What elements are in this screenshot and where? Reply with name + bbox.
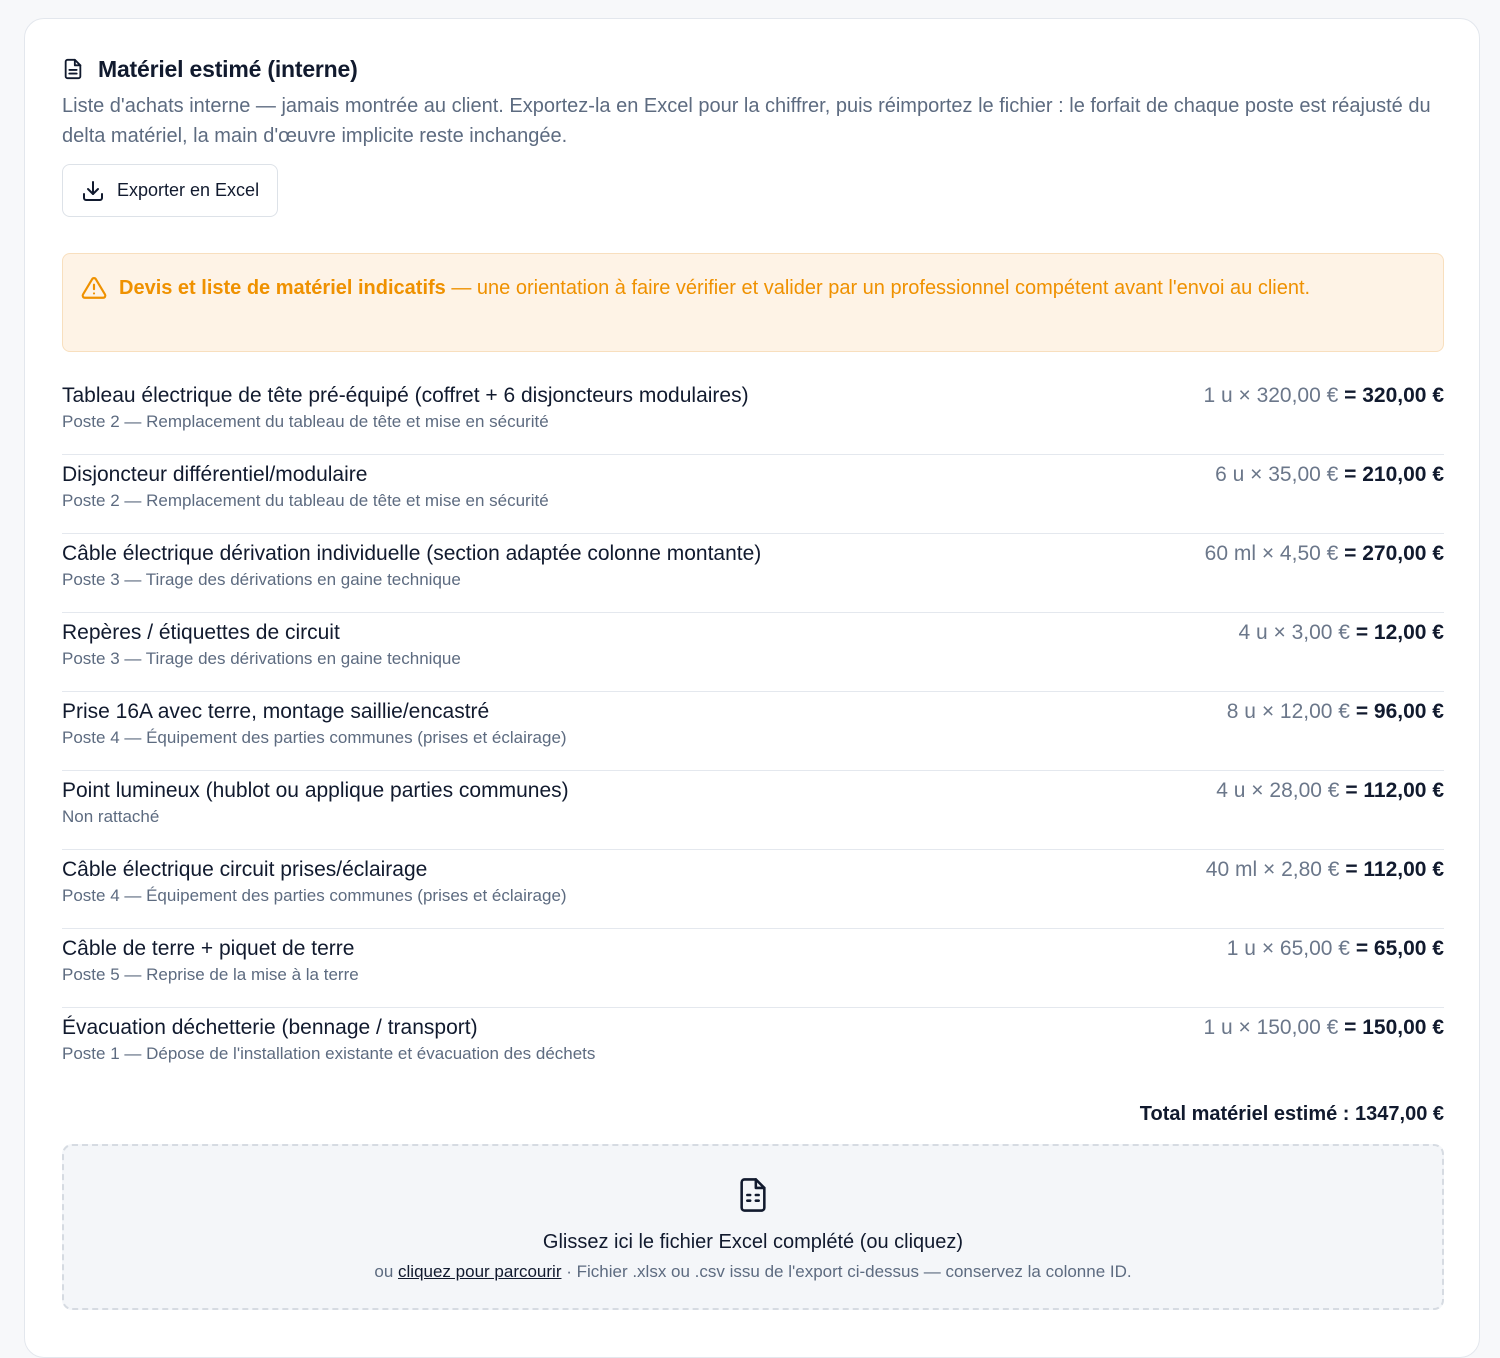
item-total: = 65,00 € — [1355, 937, 1444, 960]
item-name: Disjoncteur différentiel/modulaire — [62, 463, 368, 486]
item-price — [1238, 620, 1444, 691]
material-list — [62, 376, 1444, 1087]
item-calc: 4 u × 3,00 € — [1238, 621, 1356, 644]
list-item — [62, 692, 1444, 771]
material-card — [24, 18, 1480, 1358]
warning-triangle-icon — [81, 275, 107, 301]
list-item — [62, 850, 1444, 929]
item-name: Point lumineux (hublot ou applique parties communes) — [62, 779, 569, 802]
item-name: Câble électrique dérivation individuelle (section adaptée colonne montante) — [62, 542, 762, 565]
browse-link[interactable]: cliquez pour parcourir — [398, 1262, 562, 1281]
section-header — [62, 55, 1443, 83]
list-item — [62, 376, 1444, 455]
item-calc: 1 u × 150,00 € — [1203, 1016, 1345, 1039]
item-total: = 320,00 € — [1344, 384, 1444, 407]
item-calc: 1 u × 65,00 € — [1226, 937, 1356, 960]
list-item — [62, 1008, 1444, 1087]
section-title: Matériel estimé (interne) — [98, 55, 358, 82]
item-calc: 6 u × 35,00 € — [1215, 463, 1345, 486]
export-button-label: Exporter en Excel — [117, 180, 260, 200]
list-item — [62, 771, 1444, 850]
item-poste: Poste 3 — Tirage des dérivations en gaine technique — [62, 570, 461, 589]
item-name: Prise 16A avec terre, montage saillie/encastré — [62, 700, 490, 723]
warning-text — [119, 273, 1409, 351]
item-total: = 270,00 € — [1344, 542, 1444, 565]
dropzone-suffix: · Fichier .xlsx ou .csv issu de l'export ci-dessus — conservez la colonne ID. — [561, 1262, 1132, 1281]
item-poste: Poste 2 — Remplacement du tableau de tête et mise en sécurité — [62, 491, 549, 510]
item-name: Tableau électrique de tête pré-équipé (coffret + 6 disjoncteurs modulaires) — [62, 384, 749, 407]
item-calc: 40 ml × 2,80 € — [1205, 858, 1346, 881]
dropzone-subtitle — [64, 1262, 1442, 1282]
warning-banner — [62, 253, 1444, 352]
item-price — [1216, 778, 1444, 849]
item-price — [1215, 462, 1444, 533]
download-icon — [81, 179, 105, 203]
item-price — [1227, 699, 1444, 770]
item-poste: Poste 2 — Remplacement du tableau de tête et mise en sécurité — [62, 412, 549, 431]
item-poste: Poste 4 — Équipement des parties communes (prises et éclairage) — [62, 886, 567, 905]
item-total: = 96,00 € — [1355, 700, 1444, 723]
item-calc: 8 u × 12,00 € — [1226, 700, 1356, 723]
list-item — [62, 929, 1444, 1008]
item-total: = 210,00 € — [1344, 463, 1444, 486]
item-poste: Poste 1 — Dépose de l'installation existante et évacuation des déchets — [62, 1044, 596, 1063]
export-excel-button[interactable] — [62, 164, 278, 217]
dropzone-prefix: ou — [374, 1262, 399, 1281]
item-name: Évacuation déchetterie (bennage / transport) — [62, 1016, 478, 1039]
item-total: = 112,00 € — [1345, 779, 1444, 802]
warning-rest: — une orientation à faire vérifier et valider par un professionnel compétent avant l'envoi au client. — [445, 277, 1311, 299]
list-item — [62, 613, 1444, 692]
list-item — [62, 455, 1444, 534]
item-price — [1203, 1015, 1444, 1087]
item-name: Câble électrique circuit prises/éclairage — [62, 858, 428, 881]
item-price — [1206, 857, 1444, 928]
document-list-icon — [62, 58, 84, 80]
item-total: = 112,00 € — [1345, 858, 1444, 881]
item-poste: Poste 5 — Reprise de la mise à la terre — [62, 965, 359, 984]
item-calc: 60 ml × 4,50 € — [1204, 542, 1345, 565]
spreadsheet-file-icon — [736, 1176, 770, 1214]
item-price — [1227, 936, 1444, 1007]
list-item — [62, 534, 1444, 613]
item-total: = 150,00 € — [1344, 1016, 1444, 1039]
item-poste: Poste 3 — Tirage des dérivations en gaine technique — [62, 649, 461, 668]
dropzone-title: Glissez ici le fichier Excel complété (ou cliquez) — [542, 1231, 964, 1253]
item-poste: Non rattaché — [62, 807, 160, 826]
item-price — [1203, 383, 1444, 454]
item-price — [1205, 541, 1444, 612]
item-total: = 12,00 € — [1355, 621, 1444, 644]
item-poste: Poste 4 — Équipement des parties communes (prises et éclairage) — [62, 728, 567, 747]
warning-bold: Devis et liste de matériel indicatifs — [119, 277, 446, 299]
item-name: Repères / étiquettes de circuit — [62, 621, 340, 644]
item-calc: 4 u × 28,00 € — [1216, 779, 1346, 802]
grand-total: Total matériel estimé : 1347,00 € — [1139, 1103, 1444, 1125]
item-calc: 1 u × 320,00 € — [1203, 384, 1345, 407]
section-description: Liste d'achats interne — jamais montrée au client. Exportez-la en Excel pour la chiffrer, puis réimportez le fichier : le forfait de chaque poste est réajusté du delta matériel, la main d'œuvre implicite reste inchangée. — [62, 95, 1431, 147]
file-dropzone[interactable] — [62, 1144, 1444, 1310]
item-name: Câble de terre + piquet de terre — [62, 937, 355, 960]
